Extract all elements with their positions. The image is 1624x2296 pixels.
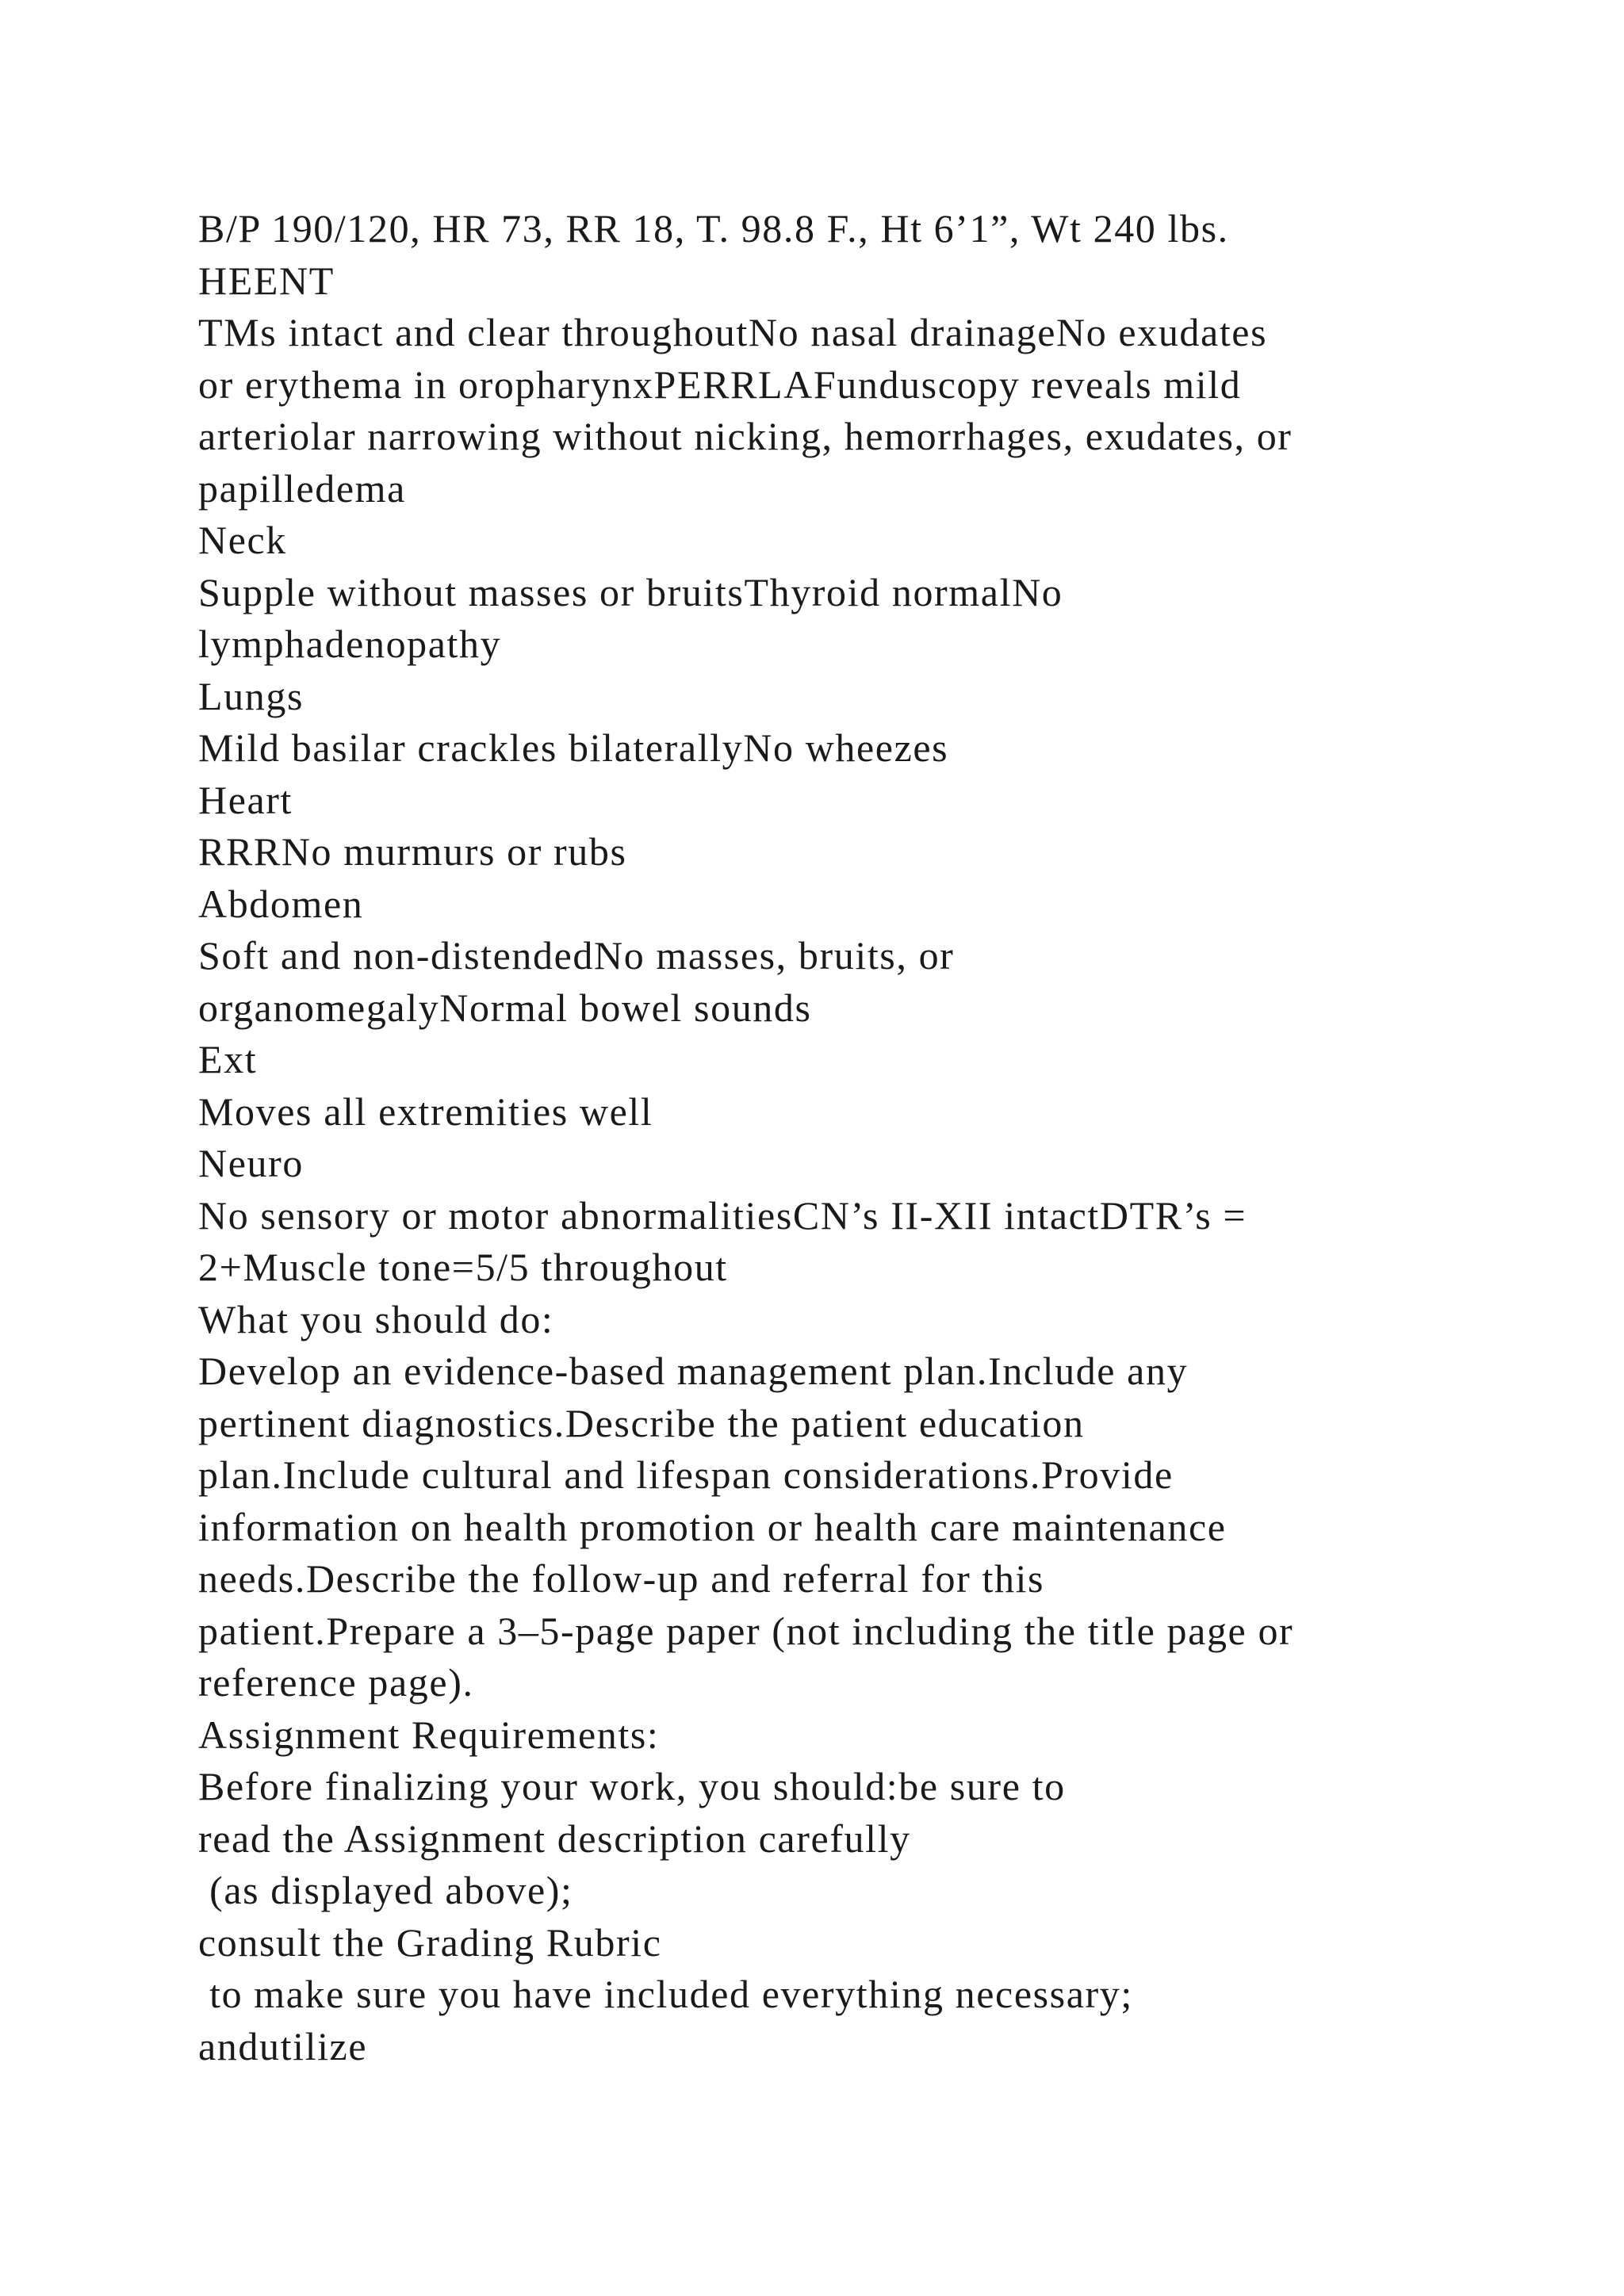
abdomen-findings-line: organomegalyNormal bowel sounds bbox=[198, 985, 812, 1030]
instructions-line: pertinent diagnostics.Describe the patient education bbox=[198, 1400, 1085, 1445]
lungs-findings-line: Mild basilar crackles bilaterallyNo wheezes bbox=[198, 725, 949, 770]
section-heading-neuro: Neuro bbox=[198, 1141, 304, 1185]
requirements-line: andutilize bbox=[198, 2023, 368, 2068]
heart-findings-line: RRRNo murmurs or rubs bbox=[198, 829, 627, 874]
neck-findings-line: lymphadenopathy bbox=[198, 622, 502, 666]
vitals-line: B/P 190/120, HR 73, RR 18, T. 98.8 F., Ht 6’1”, Wt 240 lbs. bbox=[198, 206, 1229, 251]
section-heading-heent: HEENT bbox=[198, 258, 335, 303]
instructions-line: reference page). bbox=[198, 1660, 474, 1705]
heent-findings-line: arteriolar narrowing without nicking, hemorrhages, exudates, or bbox=[198, 414, 1293, 458]
section-heading-abdomen: Abdomen bbox=[198, 881, 364, 926]
instructions-line: Develop an evidence-based management plan.Include any bbox=[198, 1349, 1189, 1393]
neuro-findings-line: No sensory or motor abnormalitiesCN’s II-XII intactDTR’s = bbox=[198, 1192, 1247, 1238]
ext-findings-line: Moves all extremities well bbox=[198, 1089, 653, 1134]
section-heading-neck: Neck bbox=[198, 518, 287, 562]
heent-findings-line: TMs intact and clear throughoutNo nasal drainageNo exudates bbox=[198, 310, 1268, 354]
document-text bbox=[198, 203, 1546, 2072]
section-heading-assignment-requirements: Assignment Requirements: bbox=[198, 1712, 660, 1757]
instructions-line: plan.Include cultural and lifespan considerations.Provide bbox=[198, 1452, 1174, 1497]
requirements-line: to make sure you have included everything necessary; bbox=[198, 1972, 1133, 2016]
section-heading-what-to-do: What you should do: bbox=[198, 1296, 554, 1341]
abdomen-findings-line: Soft and non-distendedNo masses, bruits, or bbox=[198, 933, 955, 978]
requirements-line: consult the Grading Rubric bbox=[198, 1919, 662, 1965]
requirements-line: (as displayed above); bbox=[198, 1868, 573, 1912]
instructions-line: information on health promotion or health care maintenance bbox=[198, 1504, 1227, 1549]
requirements-line: read the Assignment description carefully bbox=[198, 1816, 911, 1861]
requirements-line: Before finalizing your work, you should:be sure to bbox=[198, 1764, 1066, 1808]
heent-findings-line: or erythema in oropharynxPERRLAFunduscopy reveals mild bbox=[198, 362, 1242, 407]
section-heading-heart: Heart bbox=[198, 777, 293, 822]
instructions-line: patient.Prepare a 3–5-page paper (not including the title page or bbox=[198, 1608, 1294, 1653]
instructions-line: needs.Describe the follow-up and referral for this bbox=[198, 1556, 1045, 1601]
heent-findings-line: papilledema bbox=[198, 465, 406, 511]
section-heading-lungs: Lungs bbox=[198, 673, 304, 718]
section-heading-ext: Ext bbox=[198, 1037, 258, 1081]
neck-findings-line: Supple without masses or bruitsThyroid normalNo bbox=[198, 569, 1063, 614]
neuro-findings-line: 2+Muscle tone=5/5 throughout bbox=[198, 1245, 728, 1289]
